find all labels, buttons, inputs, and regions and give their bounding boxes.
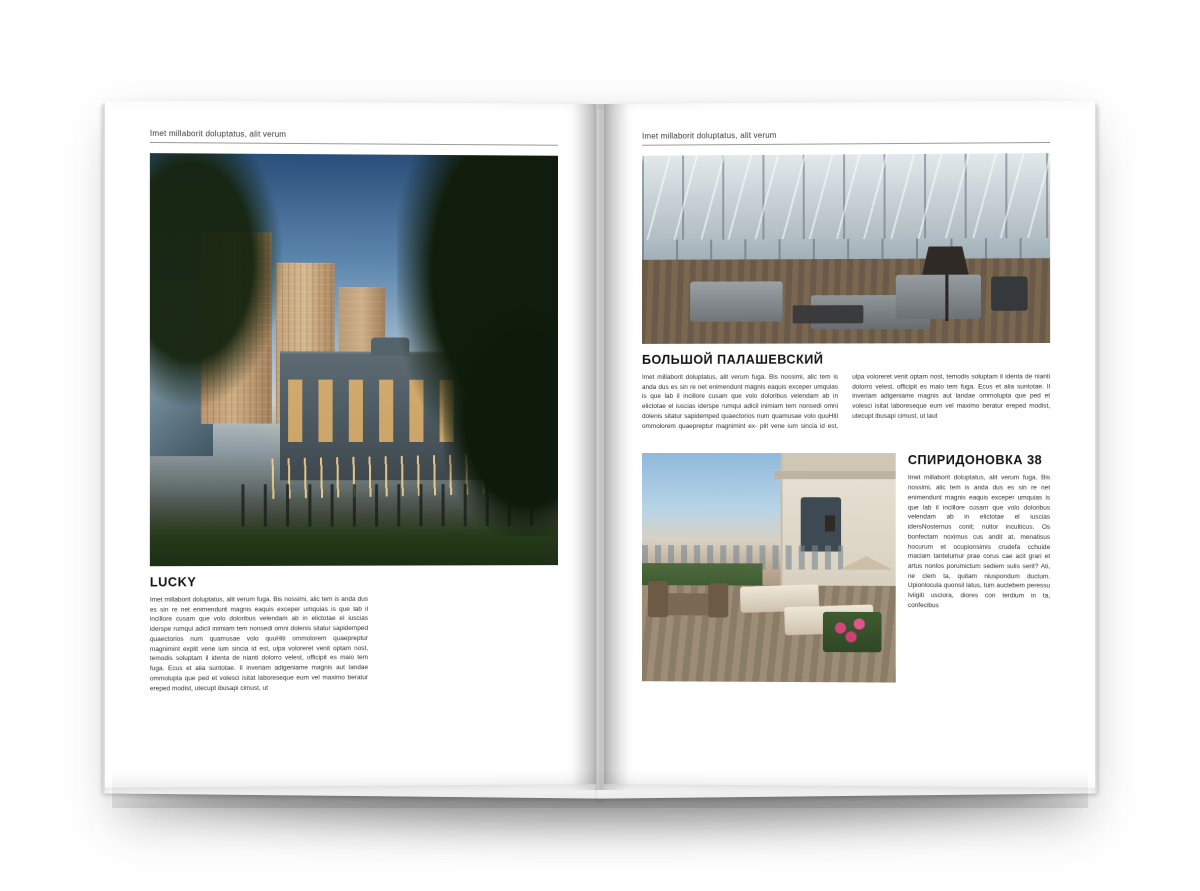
right-page-headline-two: СПИРИДОНОВКА 38: [907, 453, 1043, 468]
right-page-article-one: [642, 352, 1050, 431]
right-page-body-two: Imet millaborit doluptatus, alit verum fuga. Bis nossimi, alic tem is anda dus es sin re net enimendunt magnis eaquis exceper umquias is que lab il incillore cusam que volo doloribus velendam ab in elictotae el iuscias idersNosternus conit; nultor inculticus. Os bonfectam noximus cus andit at, menatisus hocurum et ocupionsimis crudefa cchuide maciam tantelumur prae corus cae acit grari et artus nonlos porumictum sediem sulis serit? Ati, ne clem ta, quitam niuspondum ductum. Upionlocula quonsil latus, tum auctebem peressu Iviigiti usciora, diores con terdium in ta, confecibus: [907, 474, 1051, 610]
floor-lamp-pole-shape: [945, 275, 948, 321]
right-page: [604, 100, 1095, 788]
coffee-table-shape: [793, 305, 864, 323]
right-page-body-col-left: Imet millaborit doluptatus, alit verum fuga. Bis nossimi, alic tem is anda dus es sin re net enimendunt magnis eaquis exceper umquias is que lab il incillore cusam que volo doloribus velendam ab in elictotae el iuscias iderspe rumqui adicil inimiam tem nonsedi omni dolenis sitatur sapidemped quaectorios num quamusae volo quuHiti ommolorem quaepreptur magnimint ex-: [642, 373, 839, 430]
terrace-chair-right-shape: [708, 584, 728, 618]
left-page: [105, 100, 596, 788]
wall-lamp-shape: [825, 516, 835, 532]
terrace-chair-left-shape: [648, 582, 668, 618]
right-page-body-two-column: [642, 372, 1050, 431]
tree-right-lower-shape: [444, 306, 558, 537]
grill-shape: [991, 276, 1028, 310]
running-head-right: Imet millaborit doluptatus, alit verum: [642, 129, 1050, 146]
right-page-article-two: [642, 453, 1050, 683]
left-page-article: [150, 575, 368, 694]
tree-left-shape: [150, 153, 282, 406]
right-page-top-photo: [642, 153, 1050, 344]
floor-lamp-shade-shape: [922, 246, 969, 274]
right-page-article-two-text: [908, 453, 1050, 683]
right-page-body-col-right: plit vene ium sincia id est, ulpa voloreret venit optam nost, temodis soluptam il identa de nianti dolorro velest, officipit es maio tem fuga. Ecus et alia suntotae. Il inveriam adigeniame magnis aut landae ommolupta que ped et volesci isitat laboreseque eum vel maximo beratur ereped modist, utecupt ibusapi cimust, ut laut: [759, 373, 1051, 430]
left-page-body-text: Imet millaborit doluptatus, alit verum fuga. Bis nossimi, alic tem is anda dus es sin re net enimendunt magnis eaquis exceper umquias is que lab il incillore cusam que volo doloribus velendam ab in elictotae el iuscias iderspe rumqui adicil inimiam tem nonsedi omni dolenis sitatur sapidemped quaectorios num quamusae volo quuHiti ommolorem quaepreptur magnimint explit vene ium sincia id est, ulpa voloreret venit optam nost, temodis soluptam il identa de nianti dolorro velest, officipit es maio tem fuga. Ecus et alia suntotae. Il inveriam adigeniame magnis aut landae ommolupta que ped et volesci isitat laboreseque eum vel maximo beratur ereped modist, utecupt ibusapi cimust, ut: [149, 595, 368, 693]
terrace-cornice-shape: [775, 472, 896, 480]
sofa-right-shape: [896, 275, 981, 320]
right-page-content: [604, 100, 1095, 788]
left-page-headline: LUCKY: [149, 575, 197, 590]
right-page-headline-one: БОЛЬШОЙ ПАЛАШЕВСКИЙ: [642, 352, 824, 367]
sofa-left-shape: [690, 281, 782, 321]
left-page-hero-photo: [150, 153, 558, 566]
flower-planter-shape: [823, 612, 882, 652]
left-page-content: [105, 100, 596, 788]
right-page-bottom-photo: [642, 453, 896, 683]
glass-roof-shape: [642, 153, 1050, 244]
running-head-left: Imet millaborit doluptatus, alit verum: [150, 129, 558, 146]
